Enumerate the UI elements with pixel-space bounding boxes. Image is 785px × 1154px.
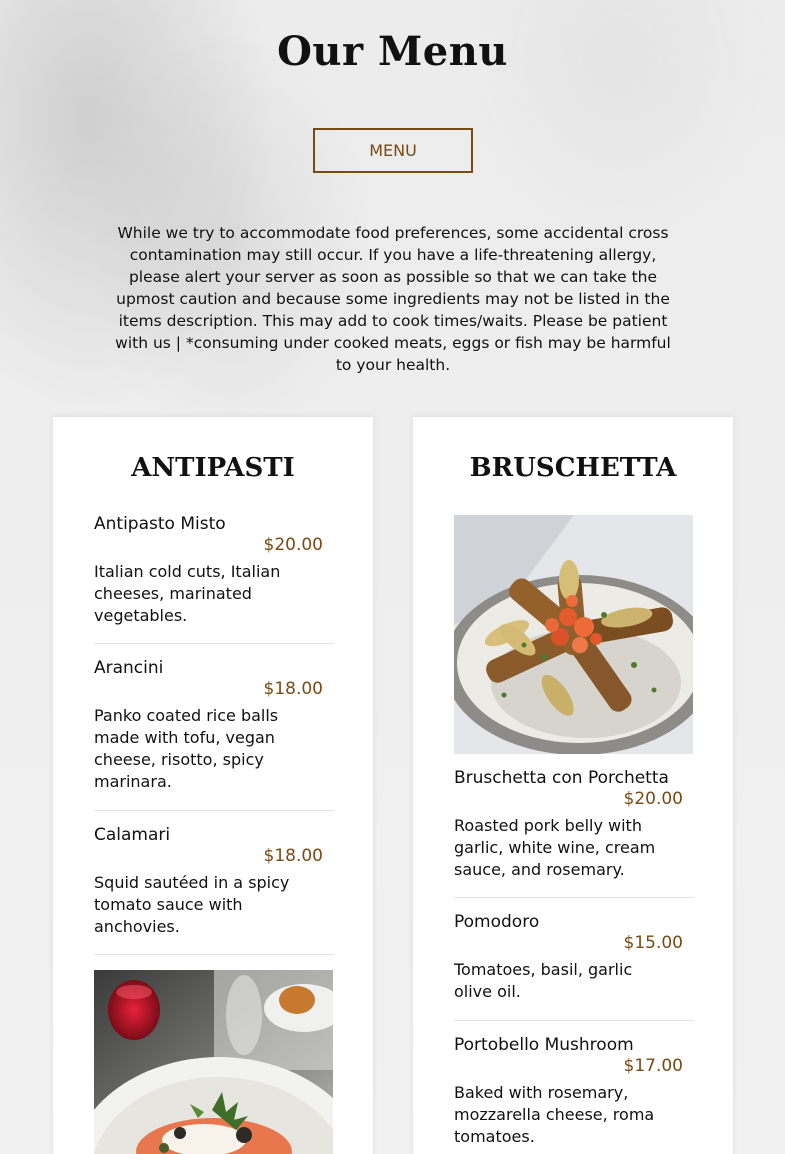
item-price: $20.00 xyxy=(263,535,323,555)
item-name: Calamari xyxy=(94,825,171,845)
item-name: Portobello Mushroom xyxy=(454,1035,634,1055)
item-description: Squid sautéed in a spicy tomato sauce with anchovies. xyxy=(94,873,290,936)
bruschetta-food-photo xyxy=(454,515,693,754)
allergy-disclaimer: While we try to accommodate food preferences, some accidental cross contamination may still occur. If you have a life-threatening allergy, please alert your server as soon as possible so that we can take the upmost caution and because some ingredients may not be listed in the items description. This may add to cook times/waits. Please be patient with us | *consuming under cooked meats, eggs or fish may be harmful to your health. xyxy=(115,224,671,374)
divider xyxy=(454,1020,694,1021)
item-name: Arancini xyxy=(94,658,164,678)
bruschetta-card xyxy=(413,417,733,1154)
item-price: $17.00 xyxy=(623,1056,683,1076)
item-price: $18.00 xyxy=(263,846,323,866)
antipasti-card xyxy=(53,417,373,1154)
plated-dish-illustration xyxy=(94,970,333,1154)
menu-button[interactable]: MENU xyxy=(313,128,473,173)
divider xyxy=(94,954,334,955)
divider xyxy=(94,643,334,644)
page-title: Our Menu xyxy=(277,28,508,75)
item-price: $18.00 xyxy=(263,679,323,699)
section-title-bruschetta: BRUSCHETTA xyxy=(469,453,677,483)
item-name: Bruschetta con Porchetta xyxy=(454,768,669,788)
item-price: $20.00 xyxy=(623,789,683,809)
item-description: Panko coated rice balls made with tofu, vegan cheese, risotto, spicy marinara. xyxy=(94,706,279,791)
divider xyxy=(94,810,334,811)
divider xyxy=(454,897,694,898)
item-price: $15.00 xyxy=(623,933,683,953)
item-description: Roasted pork belly with garlic, white wine, cream sauce, and rosemary. xyxy=(454,816,656,879)
bruschetta-plate-illustration xyxy=(454,515,693,754)
item-name: Antipasto Misto xyxy=(94,514,226,534)
item-description: Baked with rosemary, mozzarella cheese, roma tomatoes. xyxy=(454,1083,655,1146)
section-title-antipasti: ANTIPASTI xyxy=(131,453,295,483)
item-description: Tomatoes, basil, garlic olive oil. xyxy=(454,960,633,1001)
item-name: Pomodoro xyxy=(454,912,540,932)
antipasti-food-photo xyxy=(94,970,333,1154)
item-description: Italian cold cuts, Italian cheeses, marinated vegetables. xyxy=(94,562,281,625)
